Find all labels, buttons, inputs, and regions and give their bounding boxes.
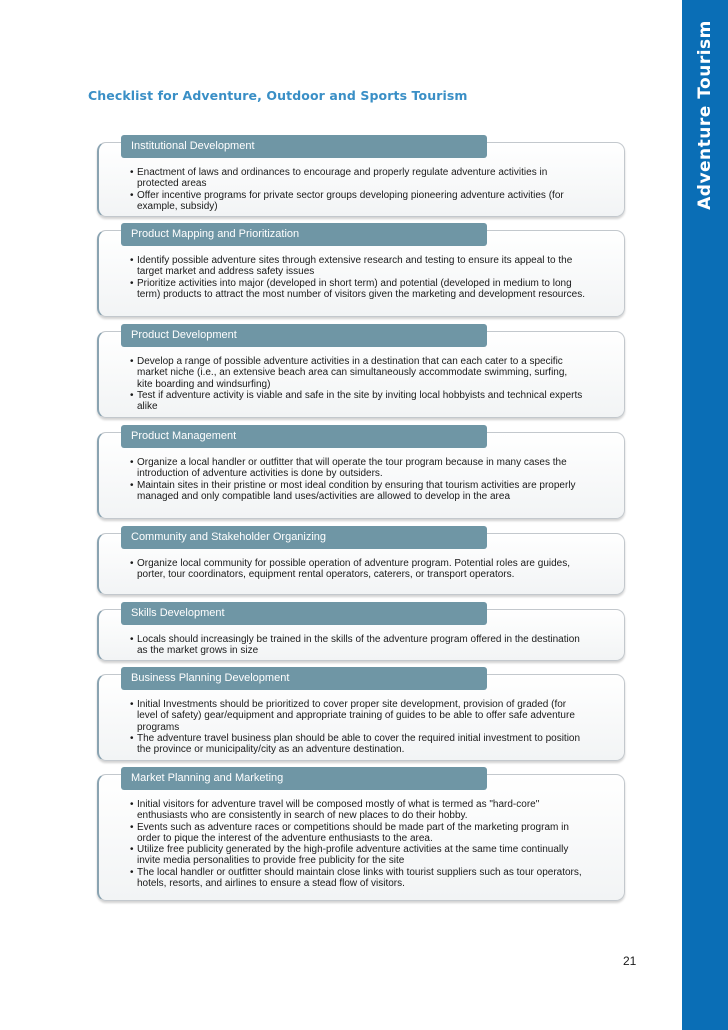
list-item: • Enactment of laws and ordinances to encourage and properly regulate adventure activities in protected areas — [130, 167, 585, 190]
list-item: • Offer incentive programs for private sector groups developing pioneering adventure activities (for example, subsidy) — [130, 190, 585, 213]
section-institutional-development — [97, 142, 625, 217]
section-heading: Skills Development — [121, 602, 487, 625]
list-item: • Organize local community for possible operation of adventure program. Potential roles are guides, porter, tour coordinators, equipment rental operators, caterers, or transport operators. — [130, 558, 585, 581]
section-heading: Product Mapping and Prioritization — [121, 223, 487, 246]
list-item: • Events such as adventure races or competitions should be made part of the marketing program in order to pique the interest of the adventure enthusiasts to the area. — [130, 822, 585, 845]
bullet-list — [130, 167, 585, 212]
section-skills-development — [97, 609, 625, 661]
list-item: • Initial Investments should be prioritized to cover proper site development, provision of graded (for level of safety) gear/equipment and appropriate training of guides to be able to offer safe adventure programs — [130, 699, 585, 733]
section-heading: Market Planning and Marketing — [121, 767, 487, 790]
list-item: • Prioritize activities into major (developed in short term) and potential (developed in medium to long term) products to attract the most number of visitors given the marketing and development resources. — [130, 278, 585, 301]
list-item: • Utilize free publicity generated by the high-profile adventure activities at the same time continually invite media personalities to provide free publicity for the site — [130, 844, 585, 867]
bullet-list — [130, 356, 585, 412]
list-item: • Identify possible adventure sites through extensive research and testing to ensure its appeal to the target market and address safety issues — [130, 255, 585, 278]
section-heading: Product Management — [121, 425, 487, 448]
section-community-organizing — [97, 533, 625, 595]
section-business-planning — [97, 674, 625, 761]
list-item: • Develop a range of possible adventure activities in a destination that can each cater to a specific market niche (i.e., an extensive beach area can simultaneously accommodate swimming, surfing, kite boarding and windsurfing) — [130, 356, 585, 390]
section-market-planning — [97, 774, 625, 901]
page-number: 21 — [623, 954, 637, 968]
page-title: Checklist for Adventure, Outdoor and Sports Tourism — [88, 88, 468, 103]
bullet-list — [130, 634, 585, 657]
section-product-management — [97, 432, 625, 519]
section-heading: Business Planning Development — [121, 667, 487, 690]
list-item: • Maintain sites in their pristine or most ideal condition by ensuring that tourism activities are properly managed and only compatible land uses/activities are allowed to develop in the area — [130, 480, 585, 503]
section-heading: Product Development — [121, 324, 487, 347]
sidebar-label: Adventure Tourism — [695, 20, 715, 210]
section-product-development — [97, 331, 625, 418]
section-heading: Institutional Development — [121, 135, 487, 158]
list-item: • Locals should increasingly be trained in the skills of the adventure program offered in the destination as the market grows in size — [130, 634, 585, 657]
list-item: • Organize a local handler or outfitter that will operate the tour program because in many cases the introduction of adventure activities is done by outsiders. — [130, 457, 585, 480]
bullet-list — [130, 255, 585, 300]
section-heading: Community and Stakeholder Organizing — [121, 526, 487, 549]
section-product-mapping — [97, 230, 625, 317]
list-item: • The adventure travel business plan should be able to cover the required initial investment to position the province or municipality/city as an adventure destination. — [130, 733, 585, 756]
bullet-list — [130, 699, 585, 755]
list-item: • Test if adventure activity is viable and safe in the site by inviting local hobbyists and technical experts alike — [130, 390, 585, 413]
list-item: • The local handler or outfitter should maintain close links with tourist suppliers such as tour operators, hotels, resorts, and airlines to ensure a stead flow of visitors. — [130, 867, 585, 890]
list-item: • Initial visitors for adventure travel will be composed mostly of what is termed as "hard-core" enthusiasts who are consistently in search of new places to do their hobby. — [130, 799, 585, 822]
bullet-list — [130, 457, 585, 502]
bullet-list — [130, 558, 585, 581]
bullet-list — [130, 799, 585, 889]
